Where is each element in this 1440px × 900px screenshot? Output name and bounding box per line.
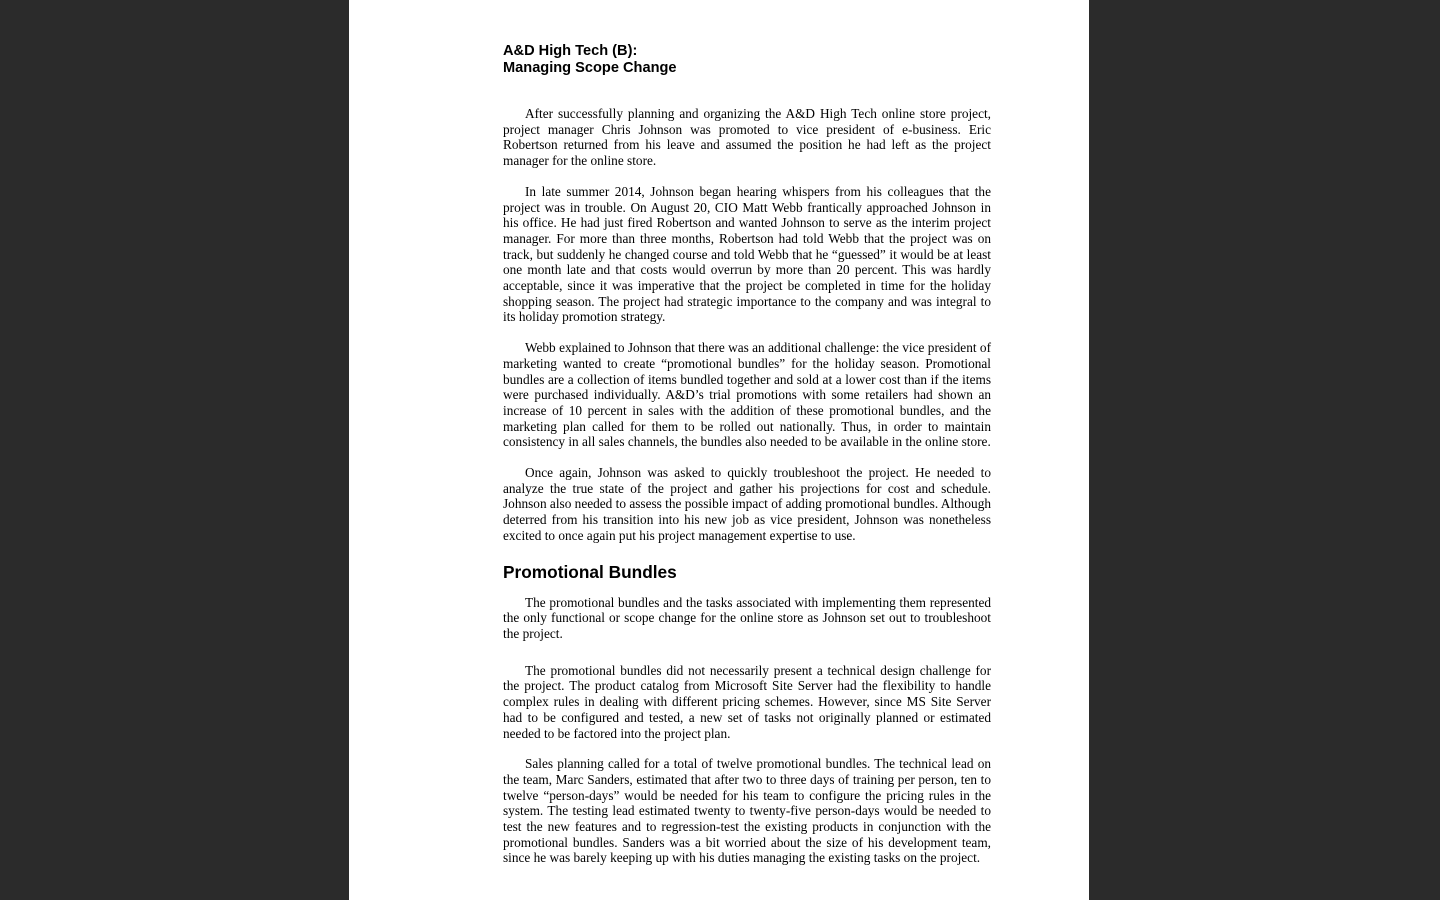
paragraph: Sales planning called for a total of twelve promotional bundles. The technical lead on the team, Marc Sanders, estimated that after two to three days of training per person, ten to twelve “person-days” would be needed for his team to configure the pricing rules in the system. The testing lead estimated twenty to twenty-five person-days would be needed to test the new features and to regression-test the existing products in conjunction with the promotional bundles. Sanders was a bit worried about the size of his development team, since he was barely keeping up with his duties managing the existing tasks on the project. bbox=[503, 756, 991, 866]
document-title-line-2: Managing Scope Change bbox=[503, 60, 677, 76]
paragraph: After successfully planning and organizing the A&D High Tech online store project, project manager Chris Johnson was promoted to vice president of e-business. Eric Robertson returned from his leave and assumed the position he had left as the project manager for the online store. bbox=[503, 106, 991, 169]
section-heading: Promotional Bundles bbox=[503, 561, 677, 582]
document-title-line-1: A&D High Tech (B): bbox=[503, 43, 638, 59]
paragraph: In late summer 2014, Johnson began hearing whispers from his colleagues that the project was in trouble. On August 20, CIO Matt Webb frantically approached Johnson in his office. He had just fired Robertson and wanted Johnson to serve as the interim project manager. For more than three months, Robertson had told Webb that the project was on track, but suddenly he changed course and told Webb that he “guessed” it would be at least one month late and that costs would overrun by more than 20 percent. This was hardly acceptable, since it was imperative that the project be completed in time for the holiday shopping season. The project had strategic importance to the company and was integral to its holiday promotion strategy. bbox=[503, 183, 991, 325]
page-content bbox=[503, 43, 991, 866]
paragraph: Webb explained to Johnson that there was an additional challenge: the vice president of marketing wanted to create “promotional bundles” for the holiday season. Promotional bundles are a collection of items bundled together and sold at a lower cost than if the items were purchased individually. A&D’s trial promotions with some retailers had shown an increase of 10 percent in sales with the addition of these promotional bundles, and the marketing plan called for them to be rolled out nationally. Thus, in order to maintain consistency in all sales channels, the bundles also needed to be available in the online store. bbox=[503, 340, 991, 450]
paragraph: Once again, Johnson was asked to quickly troubleshoot the project. He needed to analyze the true state of the project and gather his projections for cost and schedule. Johnson also needed to assess the possible impact of adding promotional bundles. Although deterred from his transition into his new job as vice president, Johnson was nonetheless excited to once again put his project management expertise to use. bbox=[503, 465, 991, 543]
paragraph: The promotional bundles and the tasks associated with implementing them represented the only functional or scope change for the online store as Johnson set out to troubleshoot the project. bbox=[503, 594, 991, 641]
document-title bbox=[503, 43, 991, 77]
document-page bbox=[349, 0, 1089, 900]
paragraph: The promotional bundles did not necessarily present a technical design challenge for the project. The product catalog from Microsoft Site Server had the flexibility to handle complex rules in dealing with different pricing schemes. However, since MS Site Server had to be configured and tested, a new set of tasks not originally planned or estimated needed to be factored into the project plan. bbox=[503, 662, 991, 741]
